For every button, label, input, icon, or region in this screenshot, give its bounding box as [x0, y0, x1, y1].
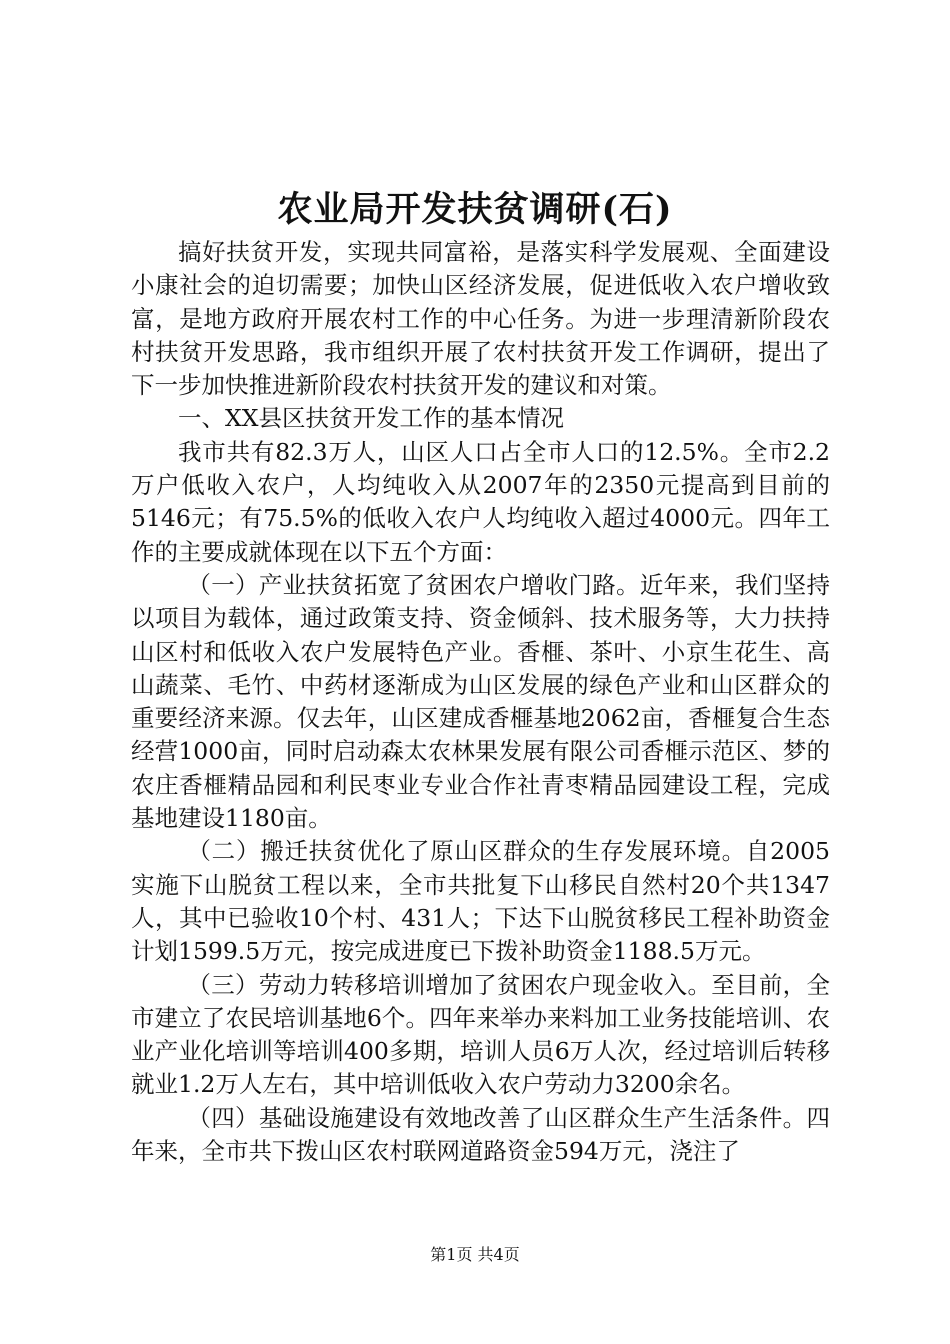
section-heading-1: 一、XX县区扶贫开发工作的基本情况	[178, 404, 564, 433]
page-footer: 第1页 共4页	[430, 1245, 520, 1264]
paragraph-item-1: （一）产业扶贫拓宽了贫困农户增收门路。近年来，我们坚持以项目为载体，通过政策支持、资金倾斜、技术服务等，大力扶持山区村和低收入农户发展特色产业。香榧、茶叶、小京生花生、高山蔬菜、毛竹、中药材逐渐成为山区发展的绿色产业和山区群众的重要经济来源。仅去年，山区建成香榧基地2062亩，香榧复合生态经营1000亩，同时启动森太农林果发展有限公司香榧示范区、梦的农庄香榧精品园和利民枣业专业合作社青枣精品园建设工程，完成基地建设1180亩。	[131, 570, 830, 833]
paragraph-item-4: （四）基础设施建设有效地改善了山区群众生产生活条件。四年来，全市共下拨山区农村联网道路资金594万元，浇注了	[131, 1103, 830, 1166]
document-title: 农业局开发扶贫调研(石)	[277, 189, 673, 230]
paragraph-item-2: （二）搬迁扶贫优化了原山区群众的生存发展环境。自2005实施下山脱贫工程以来，全市共批复下山移民自然村20个共1347人，其中已验收10个村、431人；下达下山脱贫移民工程补助资金计划1599.5万元，按完成进度已下拨补助资金1188.5万元。	[131, 837, 830, 966]
paragraph-overview: 我市共有82.3万人，山区人口占全市人口的12.5%。全市2.2万户低收入农户，人均纯收入从2007年的2350元提高到目前的5146元；有75.5%的低收入农户人均纯收入超过4000元。四年工作的主要成就体现在以下五个方面：	[131, 437, 830, 566]
paragraph-item-3: （三）劳动力转移培训增加了贫困农户现金收入。至目前，全市建立了农民培训基地6个。四年来举办来料加工业务技能培训、农业产业化培训等培训400多期，培训人员6万人次，经过培训后转移就业1.2万人左右，其中培训低收入农户劳动力3200余名。	[131, 970, 830, 1099]
document-body	[131, 236, 830, 1168]
paragraph-intro: 搞好扶贫开发，实现共同富裕，是落实科学发展观、全面建设小康社会的迫切需要；加快山区经济发展，促进低收入农户增收致富，是地方政府开展农村工作的中心任务。为进一步理清新阶段农村扶贫开发思路，我市组织开展了农村扶贫开发工作调研，提出了下一步加快推进新阶段农村扶贫开发的建议和对策。	[131, 238, 830, 400]
